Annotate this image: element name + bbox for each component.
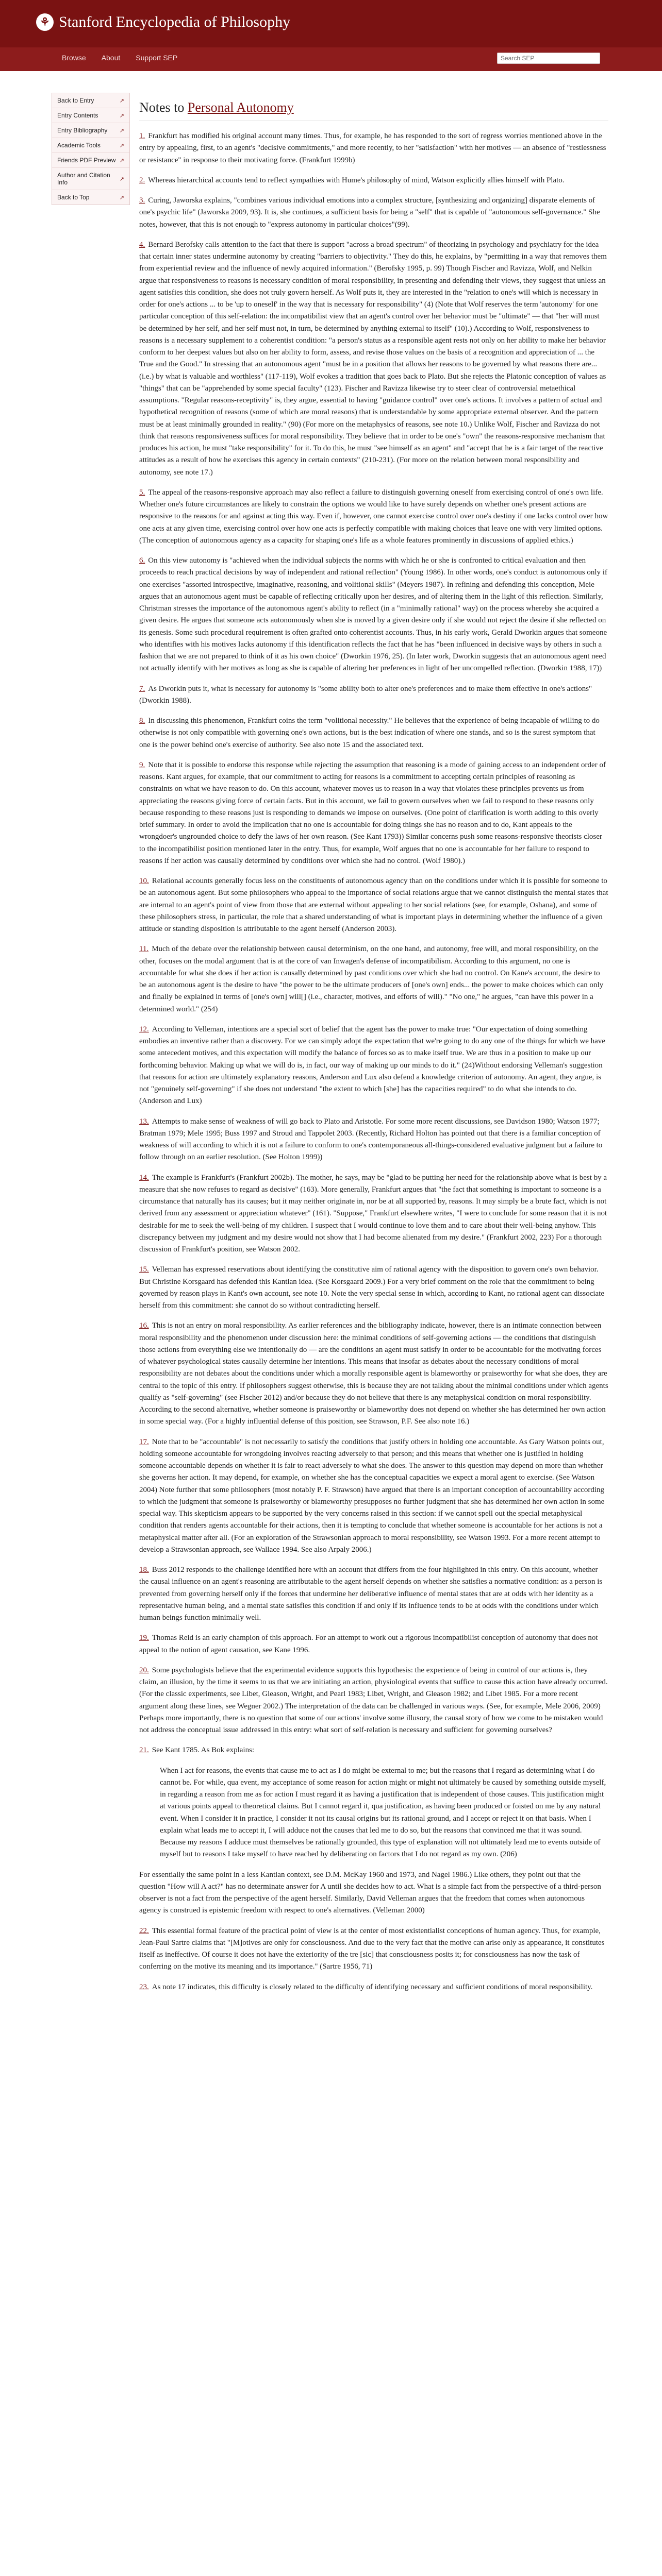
note-8: 8. In discussing this phenomenon, Frankfurt coins the term "volitional necessity." He believes that the experience of being incapable of willing to do otherwise is not only compatible with governing one's own actions, but is the best indication of where one stands, and so is the surest symptom that one is the power behind one's exercise of authority. See also note 15 and the associated text.: [139, 717, 600, 749]
note-number-17[interactable]: 17.: [139, 1437, 149, 1446]
note-2: 2. Whereas hierarchical accounts tend to reflect sympathies with Hume's philosophy of mind, Watson explicitly allies himself with Plato.: [139, 176, 565, 184]
link-arrow-icon: ↗: [119, 97, 124, 104]
page-title: Notes to Personal Autonomy: [139, 100, 294, 115]
note-number-6[interactable]: 6.: [139, 556, 145, 565]
site-logo[interactable]: [36, 13, 290, 31]
note-number-4[interactable]: 4.: [139, 240, 145, 249]
note-number-10[interactable]: 10.: [139, 877, 149, 885]
note-number-20[interactable]: 20.: [139, 1666, 149, 1674]
note-number-2[interactable]: 2.: [139, 176, 145, 184]
note-4: 4. Bernard Berofsky calls attention to the fact that there is support "across a broad spectrum" of theorizing in psychology and psychiatry for the idea that certain inner states undermine autonomy by creating "barriers to objectivity." They do this, he explains, by "permitting in a way that removes them from experiential review and the influence of newly acquired information." (Berofsky 1995, p. 99) Though Fischer and Ravizza, Wolf, and Nelkin argue that responsiveness to reasons is necessary condition of moral responsibility, in presenting and defending their views, they suggest that unless an agent satisfies this condition, she does not truly govern herself. As Wolf puts it, they are interested in the "relation to one's will which is necessary in order for one's actions ... to be 'up to oneself' in the way that is necessary for responsibility" (4) (Note that Wolf reserves the term 'autonomy' for one particular conception of this self-relation: the incompatibilist view that an agent's control over her behavior must be "ultimate" — that "her will must be determined by her self, and her self must not, in turn, be determined by anything external to itself" (10).) According to Wolf, responsiveness to reasons is a necessary supplement to a coherentist condition: "a person's status as a responsible agent rests not only on her ability to make her behavior conform to her deepest values but also on her ability to form, assess, and revise those values on the basis of a recognition and appreciation of ... the True and the Good." In stressing that an autonomous agent "must be in a position that allows her reasons to be governed by what reasons there are... (i.e.) by what is valuable and worthless" (117-119), Wolf evokes a tradition that goes back to Plato. But she rejects the Platonic conception of values as "things" that can be "apprehended by some special faculty" (123). Fischer and Ravizza likewise try to steer clear of controversial metaethical assumptions. "Regular reasons-receptivity" is, they argue, essential to having "guidance control" over one's actions. It involves a pattern of actual and hypothetical recognition of reasons (some of which are moral reasons) that is understandable by some appropriate external observer. And the pattern must be at least minimally grounded in reality." (90) (For more on the metaphysics of reasons, see note 10.) Unlike Wolf, Fischer and Ravizza do not think that reasons responsiveness suffices for moral responsibility. They believe that in order to be one's "own" the reasons-responsive mechanism that produces his action, he must "take responsibility" for it. To do this, he must "see himself as an agent" and "accept that he is a fair target of the reactive attitudes as a result of how he exercises this agency in certain contexts" (210-231). (For more on the relation between moral responsibility and autonomy, see note 17.): [139, 240, 607, 477]
sep-logo-icon: ⚘: [36, 13, 54, 31]
note-7: 7. As Dworkin puts it, what is necessary for autonomy is "some ability both to alter one's preferences and to make them effective in one's actions" (Dworkin 1988).: [139, 684, 592, 705]
link-arrow-icon: ↗: [119, 194, 124, 201]
nav-support[interactable]: Support SEP: [136, 54, 178, 62]
note-number-14[interactable]: 14.: [139, 1173, 149, 1182]
note-21: 21. See Kant 1785. As Bok explains:: [139, 1746, 255, 1755]
sidebar-item-pdf[interactable]: Friends PDF Preview ↗: [52, 153, 129, 168]
note-9: 9. Note that it is possible to endorse this response while rejecting the assumption that reasoning is a mode of gaining access to an independent order of reasons. Kant argues, for example, that our commitment to acting for reasons is a commitment to accepting certain principles of reasoning as constraints on what we have reason to do. On this account, whatever moves us to reason in a way that violates these principles prevents us from appreciating the reasons giving force of certain facts. But in this account, we fail to govern ourselves when we fail to respond to these reasons only because responding to these reasons just is responding to demands we impose on ourselves. (One point of clarification is worth adding to this overly brief summary. In order to avoid the implication that no one is accountable for doing things she has no reason and to do, Kant appeals to the wrongdoer's ungrounded choice to defy the laws of her own reason. (See Kant 1793)) Similar concerns push some reasons-responsive theorists closer to the incompatibilist position mentioned later in the entry. Thus, for example, Wolf argues that no one is accountable for her failure to respond to reasons if her action was causally determined by conditions over which she had no control. (Wolf 1980).): [139, 760, 606, 865]
sidebar-item-back-to-entry[interactable]: Back to Entry ↗: [52, 93, 129, 108]
note-number-21[interactable]: 21.: [139, 1746, 149, 1755]
note-number-16[interactable]: 16.: [139, 1321, 149, 1330]
top-nav: [0, 47, 662, 71]
note-number-7[interactable]: 7.: [139, 684, 145, 693]
note-6: 6. On this view autonomy is "achieved when the individual subjects the norms with which he or she is confronted to critical evaluation and then proceeds to reach practical decisions by way of independent and rational reflection" (Young 1986). In other words, one's conduct is autonomous only if one exercises "assorted introspective, imaginative, reasoning, and volitional skills" (Meyers 1987). In refining and defending this conception, Meie argues that an autonomous agent must be capable of reflecting critically upon her desires, and of altering them in the light of this reflection. Similarly, Christman stresses the importance of the autonomous agent's ability to reflect (in a "minimally rational" way) on the process whereby she acquired a given desire. He argues that someone acts autonomously when she is moved by a given desire only if she would not reject the desire if she reflected on its genesis. Some such procedural requirement is often grafted onto coherentist accounts. Thus, in his early work, Gerald Dworkin argues that someone who identifies with his motives lacks autonomy if this identification reflects the fact that he has "been influenced in decisive ways by others in such a fashion that we are not prepared to think of it as his own choice" (Dworkin 1976, 25). (In later work, Dworkin suggests that an autonomous agent need not actually identify with her motives as long as she is capable of altering her preferences in light of her uncompelled reflection. (Dworkin 1988, 17)): [139, 556, 607, 673]
note-3: 3. Curing, Jaworska explains, "combines various individual emotions into a complex structure, [synthesizing and organizing] disparate elements of one's psychic life" (Jaworska 2009, 93). It is, she continues, a sufficient basis for being a "self" that is capable of "autonomous self-governance." She notes, however, that this is not enough to "express autonomy in particular choices"(99).: [139, 196, 600, 229]
note-number-9[interactable]: 9.: [139, 760, 145, 769]
link-arrow-icon: ↗: [119, 176, 124, 182]
nav-browse[interactable]: Browse: [62, 54, 86, 62]
note-tail-1: For essentially the same point in a less Kantian context, see D.M. McKay 1960 and 1973, and Nagel 1986.) Like others, they point out that the question "How will A act?" has no determinate answer for A until she decides how to act. What is a simple fact from the perspective of a third-person observer is not a fact from the perspective of the agent herself. Similarly, David Velleman argues that the freedom that comes when autonomous agency is construed is epistemic freedom with respect to one's alternatives. (Velleman 2000): [139, 1870, 601, 1915]
sidebar-item-entry-contents[interactable]: Entry Contents ↗: [52, 108, 129, 123]
note-16: 16. This is not an entry on moral responsibility. As earlier references and the bibliography indicate, however, there is an intimate connection between moral responsibility and the phenomenon under discussion here: the minimal conditions of self-governing actions — the conditions that distinguish those actions from everything else we intentionally do — are the conditions an agent must satisfy in order to be accountable for the motivating forces of whatever psychological states causally determine her intentions. This means that insofar as debates about the necessary conditions of moral responsibility are not debates about the conditions under which a morally responsible agent is blameworthy or praiseworthy for what she does, they are central to the topic of this entry. If philosophers suggest otherwise, this is because they are not talking about the minimal conditions under which agents qualify as "self-governing" (see Fischer 2012) and/or because they do not believe that there is any metaphysical condition on moral responsibility. According to the second alternative, whether someone is praiseworthy or blameworthy does not depend on whether she has determined her own action in some special way. (For a highly influential defense of this position, see Strawson, P.F. See also note 16.): [139, 1321, 608, 1426]
note-5: 5. The appeal of the reasons-responsive approach may also reflect a failure to distinguish governing oneself from exercising control of one's own life. Whether one's future circumstances are likely to constrain the options we would like to have surely depends on whether one's present actions are responsive to the reasons for and against acting this way. Even if, however, one cannot exercise control over one's destiny if one lacks control over how one acts at any given time, exercising control over how one acts is perfectly compatible with making choices that leave one with very limited options. (The conception of autonomous agency as a capacity for shaping one's life as a whole features prominently in discussions of applied ethics.): [139, 488, 608, 545]
sidebar: [52, 93, 130, 205]
note-number-3[interactable]: 3.: [139, 196, 145, 205]
note-11: 11. Much of the debate over the relationship between causal determinism, on the one hand, and autonomy, free will, and moral responsibility, on the other, focuses on the modal argument that is at the core of van Inwagen's defense of incompatibilism. According to this argument, no one is accountable for what she does if her action is causally determined by past conditions over which she had no control. On Kane's account, the desire to be an autonomous agent is the desire to have "the power to be the ultimate producers of [one's own] ends... the power to make choices which can only and finally be explained in terms of [one's own] will[] (i.e., character, motives, and efforts of will)." "No one," he argues, "can have this power in a determined world." (254): [139, 945, 604, 1013]
site-banner: [0, 0, 662, 47]
link-arrow-icon: ↗: [119, 142, 124, 149]
entry-link[interactable]: Personal Autonomy: [187, 100, 294, 115]
link-arrow-icon: ↗: [119, 112, 124, 119]
note-number-8[interactable]: 8.: [139, 717, 145, 725]
sidebar-item-back-to-top[interactable]: Back to Top ↗: [57, 194, 124, 201]
note-number-13[interactable]: 13.: [139, 1117, 149, 1126]
note-15: 15. Velleman has expressed reservations about identifying the constitutive aim of rational agency with the disposition to govern one's own behavior. But Christine Korsgaard has defended this Kantian idea. (See Korsgaard 2009.) For a very brief comment on the role that the commitment to being governed by reason plays in Kant's own account, see note 10. Note the very special sense in which, according to Kant, no rational agent can dissociate herself from this commitment: she cannot do so without contradicting herself.: [139, 1265, 605, 1310]
sidebar-item-author[interactable]: Author and Citation Info ↗: [52, 168, 129, 190]
note-1: 1. Frankfurt has modified his original account many times. Thus, for example, he has responded to the sort of regress worries mentioned above in the entry by appealing, first, to an agent's "decisive commitments," and more recently, to her "satisfaction" with her motives — an absence of "restlessness or resistance" in response to their motivating force. (Frankfurt 1999b): [139, 132, 606, 164]
note-19: 19. Thomas Reid is an early champion of this approach. For an attempt to work out a rigorous incompatibilist conception of autonomy that does not appeal to the notion of agent causation, see Kane 1996.: [139, 1634, 598, 1654]
note-12: 12. According to Velleman, intentions are a special sort of belief that the agent has the power to make true: "Our expectation of doing something embodies an inventive rather than a discovery. For we can simply adopt the expectation that we're going to do any one of the things for which we have some antecedent motives, and this expectation will modify the balance of forces so as to make itself true. We are thus in a position to make up our forthcoming behavior. Making up what we will do is, in fact, our way of making up our minds to do it." (24)Without endorsing Velleman's suggestion that reasons for action are ultimately explanatory reasons, Anderson and Lux also defend a knowledge criterion of autonomy. An agent, they argue, is not "genuinely self-governing" if she does not understand "the extent to which [she] has the capacities required" to do what she intends to do. (Anderson and Lux): [139, 1025, 605, 1106]
note-number-12[interactable]: 12.: [139, 1025, 149, 1033]
search-input[interactable]: [497, 53, 600, 64]
note-20: 20. Some psychologists believe that the experimental evidence supports this hypothesis: the experience of being in control of our actions is, they claim, an illusion, by the time it seems to us that we are initiating an action, physiological events that suffice to cause this action have already occurred. (For the classic experiments, see Libet, Gleason, Wright, and Pearl 1983; Libet, Wright, and Gleason 1982; and Libet 1985. For a more recent argument along these lines, see Wegner 2002.) The interpretation of the data can be challenged in various ways. (See, for example, Mele 2006, 2009) Perhaps more importantly, there is no question that some of our actions' involve some illusory, the causal story of how we come to be mistaken would not address the conceptual issue addressed in this entry: what sort of self-relation is necessary and sufficient for governing ourselves?: [139, 1666, 608, 1734]
sidebar-item-academic-tools[interactable]: Academic Tools ↗: [52, 138, 129, 153]
link-arrow-icon: ↗: [119, 157, 124, 164]
main-content: [139, 90, 608, 2002]
note-14: 14. The example is Frankfurt's (Frankfurt 2002b). The mother, he says, may be "glad to be putting her need for the relationship above what is best by a measure that she now refuses to regard as decisive" (163). More generally, Frankfurt argues that "the fact that something is important to someone is a circumstance that naturally has its causes; but it may neither originate in, nor be at all supported by, reasons. It may simply be a brute fact, which is not derived from any assessment or appreciation whatever" (161). "Suppose," Frankfurt elsewhere writes, "I were to conclude for some reason that it is not desirable for me to seek the well-being of my children. I suspect that I would continue to love them and to care about their well-being anyhow. This discrepancy between my judgment and my desire would not show that I had become alienated from my desire." (Frankfurt 2002, 223) For a thorough discussion of Frankfurt's position, see Watson 2002.: [139, 1173, 607, 1253]
nav-about[interactable]: About: [101, 54, 121, 62]
link-arrow-icon: ↗: [119, 127, 124, 134]
note-18: 18. Buss 2012 responds to the challenge identified here with an account that differs from the four highlighted in this entry. On this account, whether the causal influence on an agent's reasoning are attributable to the agent herself depends on whether she satisfies a normative condition: as a person is prevented from governing herself only if the forces that undermine her deliberative influence of mental states that are at odds with her identity as a representative human being, and a mental state satisfies this condition if and only if its influence tends to be at odds with the conditions under which human beings function minimally well.: [139, 1566, 603, 1622]
note-number-18[interactable]: 18.: [139, 1566, 149, 1574]
note-number-23[interactable]: 23.: [139, 1982, 149, 1991]
sidebar-item-bibliography[interactable]: Entry Bibliography ↗: [52, 123, 129, 138]
block-quote: When I act for reasons, the events that cause me to act as I do might be external to me; but the reasons that I regard as determining what I do cannot be. For while, qua event, my acceptance of some reason for action might or might not ultimately be caused by something outside myself, in regarding a reason from me as for action I must regard it as having a justification that is independent of those causes. This justification might at various points appeal to theoretical claims. But I cannot regard it, qua justification, as having been produced or foisted on me by any natural event. When I consider it in practice, I consider it not its causal origins but its rational ground, and I accept or reject it on that basis. When I explain what leads me to accept it, I will adduce not the causes that led me to do so, but the reasons that convinced me that it was sound. Because my reasons I adduce must themselves be rationally grounded, this type of explanation will not ultimately lead me to events outside of myself but to reasons I take myself to have reached by deliberating on factors that I do not regard as my own. (206): [160, 1766, 606, 1859]
note-number-1[interactable]: 1.: [139, 132, 145, 140]
note-number-22[interactable]: 22.: [139, 1926, 149, 1935]
note-17: 17. Note that to be "accountable" is not necessarily to satisfy the conditions that justify others in holding one accountable. As Gary Watson points out, holding someone accountable for wrongdoing involves reacting adversely to that person; and this means that whether one is justified in holding someone accountable depends on whether it is fair to react adversely to what she does. The answer to this question may depend on more than whether she governs her action. It may depend, for example, on whether she has the conceptual capacities we expect a moral agent to exercise. (See Watson 2004) Note further that some philosophers (most notably P. F. Strawson) have argued that there is an important conception of accountability according to which the judgment that someone is praiseworthy or blameworthy presupposes no further judgment that she has determined her own action in some special way. This skepticism appears to be supported by the very concerns raised in this section: if we cannot spell out the special metaphysical condition that renders agents accountable for their actions, then it is tempting to conclude that whether someone is accountable for her actions is not a metaphysical matter after all. (For an exploration of the Strawsonian approach to moral responsibility, see Watson 1993. For a more recent attempt to develop a Strawsonian approach, see Wallace 1994. See also Arpaly 2006.): [139, 1437, 605, 1554]
note-10: 10. Relational accounts generally focus less on the constituents of autonomous agency than on the conditions under which it is possible for someone to be an autonomous agent. But some philosophers who appeal to the importance of social relations argue that we cannot distinguish the mental states that are internal to an agent's point of view from those that are external without appealing to her social relations (see, for example, Oshana), and some of these philosophers stress, in particular, the role that a shared understanding of what is important plays in determining whether the influence of a given attitude or standing disposition is attributable to the agent herself (Anderson 2003).: [139, 877, 608, 933]
note-number-19[interactable]: 19.: [139, 1634, 149, 1642]
note-number-5[interactable]: 5.: [139, 488, 145, 497]
note-number-15[interactable]: 15.: [139, 1265, 149, 1274]
site-title: Stanford Encyclopedia of Philosophy: [59, 13, 291, 30]
note-13: 13. Attempts to make sense of weakness of will go back to Plato and Aristotle. For some more recent discussions, see Davidson 1980; Watson 1977; Bratman 1979; Mele 1995; Buss 1997 and Stroud and Tappolet 2003. (Recently, Richard Holton has pointed out that there is a familiar conception of weakness of will according to which it is not a failure to conform to one's contemporaneous all-things-considered evaluative judgment but a failure to follow through on an earlier resolution. (See Holton 1999)): [139, 1117, 603, 1162]
note-number-11[interactable]: 11.: [139, 945, 149, 954]
note-23: 23. As note 17 indicates, this difficulty is closely related to the difficulty of identifying necessary and sufficient conditions of moral responsibility.: [139, 1982, 593, 1991]
note-22: 22. This essential formal feature of the practical point of view is at the center of most existentialist conceptions of human agency. Thus, for example, Jean-Paul Sartre claims that "[M]otives are only for consciousness. And due to the very fact that the motive can arise only as appearance, it constitutes itself as ineffective. Of course it does not have the exteriority of the tre [sic] that consciousness posits it; for consciousness has now the task of conferring on the motive its meaning and its importance." (Sartre 1956, 71): [139, 1926, 605, 1971]
